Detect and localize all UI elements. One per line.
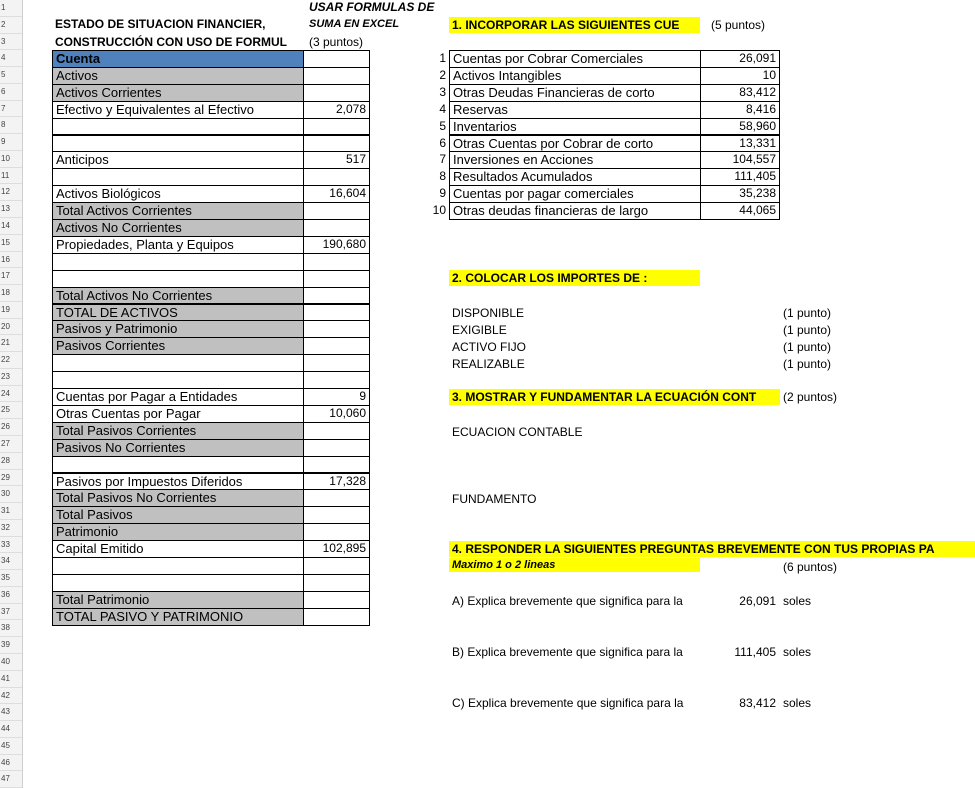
question-amount: 111,405	[734, 645, 776, 659]
account-name-cell[interactable]: Inventarios	[449, 118, 701, 136]
balance-account-cell[interactable]: Pasivos por Impuestos Diferidos	[52, 473, 304, 491]
account-value-cell[interactable]: 8,416	[700, 101, 780, 119]
row-number: 26	[0, 419, 22, 436]
balance-value-cell[interactable]	[303, 557, 370, 575]
row-number: 4	[0, 50, 22, 67]
importe-points: (1 punto)	[783, 357, 832, 371]
row-number: 13	[0, 201, 22, 218]
balance-value-cell[interactable]	[303, 287, 370, 305]
row-number: 20	[0, 319, 22, 336]
balance-account-cell[interactable]: Cuentas por Pagar a Entidades	[52, 388, 304, 406]
balance-account-cell[interactable]	[52, 371, 304, 389]
section2-title: 2. COLOCAR LOS IMPORTES DE :	[449, 270, 700, 286]
fundamento-label: FUNDAMENTO	[452, 492, 537, 506]
row-number: 42	[0, 688, 22, 705]
account-index: 7	[439, 152, 446, 167]
section4-subtitle: Maximo 1 o 2 lineas	[449, 558, 700, 572]
balance-value-cell[interactable]	[303, 118, 370, 136]
question-unit: soles	[783, 696, 812, 710]
construccion-points: (3 puntos)	[309, 35, 364, 49]
row-number: 9	[0, 134, 22, 151]
row-number: 38	[0, 620, 22, 637]
balance-account-cell[interactable]: Otras Cuentas por Pagar	[52, 405, 304, 423]
balance-value-cell[interactable]	[303, 591, 370, 609]
balance-value-cell[interactable]	[303, 574, 370, 592]
importe-label: EXIGIBLE	[452, 323, 507, 337]
balance-value-cell[interactable]	[303, 219, 370, 237]
balance-account-cell[interactable]	[52, 557, 304, 575]
row-number: 16	[0, 252, 22, 269]
balance-value-cell[interactable]	[303, 135, 370, 153]
balance-account-cell[interactable]	[52, 168, 304, 186]
row-number: 28	[0, 453, 22, 470]
balance-account-cell[interactable]	[52, 456, 304, 474]
balance-value-cell[interactable]	[303, 84, 370, 102]
question-unit: soles	[783, 594, 812, 608]
row-number: 6	[0, 84, 22, 101]
account-index: 9	[439, 186, 446, 201]
balance-account-cell[interactable]: Patrimonio	[52, 523, 304, 541]
balance-value-cell[interactable]	[303, 270, 370, 288]
balance-account-cell[interactable]	[52, 574, 304, 592]
balance-account-cell[interactable]	[52, 135, 304, 153]
balance-account-cell[interactable]: Total Patrimonio	[52, 591, 304, 609]
estado-title: ESTADO DE SITUACION FINANCIER,	[55, 17, 266, 31]
row-number: 34	[0, 553, 22, 570]
balance-value-cell[interactable]: 102,895	[303, 540, 370, 558]
account-index: 6	[439, 135, 446, 150]
balance-account-cell[interactable]	[52, 118, 304, 136]
balance-value-cell[interactable]	[303, 439, 370, 457]
section4-title: 4. RESPONDER LA SIGUIENTES PREGUNTAS BREVEMENTE CON TUS PROPIAS PA	[449, 541, 975, 557]
ecuacion-contable-label: ECUACION CONTABLE	[452, 425, 583, 439]
row-number: 7	[0, 101, 22, 118]
row-number: 41	[0, 671, 22, 688]
account-value-cell[interactable]: 13,331	[700, 135, 780, 153]
row-number: 29	[0, 470, 22, 487]
importe-label: ACTIVO FIJO	[452, 340, 527, 354]
importe-label: REALIZABLE	[452, 357, 525, 371]
row-number: 35	[0, 570, 22, 587]
balance-account-cell[interactable]: Total Pasivos Corrientes	[52, 422, 304, 440]
row-number: 33	[0, 537, 22, 554]
account-name-cell[interactable]: Cuentas por pagar comerciales	[449, 185, 701, 203]
account-name-cell[interactable]: Otras Deudas Financieras de corto	[449, 84, 701, 102]
balance-value-cell[interactable]	[303, 523, 370, 541]
balance-account-cell[interactable]	[52, 270, 304, 288]
account-name-cell[interactable]: Otras Cuentas por Cobrar de corto	[449, 135, 701, 153]
importe-points: (1 punto)	[783, 323, 832, 337]
account-name-cell[interactable]: Activos Intangibles	[449, 67, 701, 85]
account-index: 3	[439, 84, 446, 99]
account-name-cell[interactable]: Inversiones en Acciones	[449, 151, 701, 169]
row-number: 17	[0, 268, 22, 285]
row-number: 11	[0, 168, 22, 185]
question-amount: 26,091	[739, 594, 776, 608]
balance-value-cell[interactable]: 190,680	[303, 236, 370, 254]
question-text: A) Explica brevemente que significa para la	[452, 594, 683, 608]
balance-account-cell[interactable]: Total Pasivos	[52, 506, 304, 524]
account-value-cell[interactable]: 35,238	[700, 185, 780, 203]
question-text: C) Explica brevemente que significa para la	[452, 696, 684, 710]
account-name-cell[interactable]: Reservas	[449, 101, 701, 119]
row-number: 15	[0, 235, 22, 252]
balance-value-cell[interactable]	[303, 422, 370, 440]
account-index: 1	[439, 51, 446, 65]
suma-excel-note: SUMA EN EXCEL	[309, 18, 400, 30]
balance-account-cell[interactable]: Total Activos Corrientes	[52, 202, 304, 220]
account-name-cell[interactable]: Resultados Acumulados	[449, 168, 701, 186]
row-number: 40	[0, 654, 22, 671]
balance-value-cell[interactable]	[303, 456, 370, 474]
balance-value-cell[interactable]: 9	[303, 388, 370, 406]
section4-points: (6 puntos)	[783, 560, 838, 574]
account-value-cell[interactable]: 26,091	[700, 50, 780, 68]
balance-value-cell[interactable]	[303, 489, 370, 507]
row-number: 24	[0, 386, 22, 403]
account-value-cell[interactable]: 58,960	[700, 118, 780, 136]
row-number: 8	[0, 117, 22, 134]
balance-account-cell[interactable]: Activos	[52, 67, 304, 85]
balance-account-cell[interactable]: Cuenta	[52, 50, 304, 68]
balance-value-cell[interactable]	[303, 202, 370, 220]
balance-value-cell[interactable]: 517	[303, 151, 370, 169]
construccion-title: CONSTRUCCIÓN CON USO DE FORMUL	[55, 35, 287, 49]
account-value-cell[interactable]: 83,412	[700, 84, 780, 102]
section1-title: 1. INCORPORAR LAS SIGUIENTES CUE	[449, 17, 700, 33]
row-number: 22	[0, 352, 22, 369]
balance-account-cell[interactable]	[52, 253, 304, 271]
row-number: 1	[0, 0, 22, 17]
balance-value-cell[interactable]	[303, 67, 370, 85]
balance-value-cell[interactable]	[303, 320, 370, 338]
section3-title: 3. MOSTRAR Y FUNDAMENTAR LA ECUACIÓN CONT	[449, 389, 780, 405]
balance-value-cell[interactable]: 17,328	[303, 473, 370, 491]
balance-account-cell[interactable]: Activos No Corrientes	[52, 219, 304, 237]
balance-account-cell[interactable]: TOTAL PASIVO Y PATRIMONIO	[52, 608, 304, 626]
balance-value-cell[interactable]	[303, 371, 370, 389]
balance-account-cell[interactable]: Pasivos Corrientes	[52, 337, 304, 355]
row-number: 5	[0, 67, 22, 84]
account-value-cell[interactable]: 111,405	[700, 168, 780, 186]
row-number: 14	[0, 218, 22, 235]
account-index: 8	[439, 169, 446, 184]
balance-account-cell[interactable]: Pasivos No Corrientes	[52, 439, 304, 457]
account-index: 2	[439, 67, 446, 82]
balance-account-cell[interactable]: Activos Corrientes	[52, 84, 304, 102]
balance-value-cell[interactable]	[303, 168, 370, 186]
row-number: 3	[0, 34, 22, 51]
section1-points: (5 puntos)	[711, 18, 766, 32]
balance-value-cell[interactable]: 2,078	[303, 101, 370, 119]
row-number: 36	[0, 587, 22, 604]
question-text: B) Explica brevemente que significa para la	[452, 645, 683, 659]
row-header-column	[0, 0, 23, 788]
account-name-cell[interactable]: Otras deudas financieras de largo	[449, 202, 701, 220]
balance-value-cell[interactable]	[303, 506, 370, 524]
balance-value-cell[interactable]	[303, 608, 370, 626]
account-name-cell[interactable]: Cuentas por Cobrar Comerciales	[449, 50, 701, 68]
row-number: 32	[0, 520, 22, 537]
section3-points: (2 puntos)	[783, 390, 838, 404]
balance-account-cell[interactable]: Efectivo y Equivalentes al Efectivo	[52, 101, 304, 119]
row-number: 18	[0, 285, 22, 302]
balance-account-cell[interactable]: Capital Emitido	[52, 540, 304, 558]
row-number: 44	[0, 721, 22, 738]
balance-account-cell[interactable]: Activos Biológicos	[52, 185, 304, 203]
balance-value-cell[interactable]	[303, 50, 370, 68]
balance-value-cell[interactable]: 10,060	[303, 405, 370, 423]
row-number: 37	[0, 604, 22, 621]
importe-label: DISPONIBLE	[452, 306, 525, 320]
account-value-cell[interactable]: 104,557	[700, 151, 780, 169]
balance-value-cell[interactable]	[303, 253, 370, 271]
row-number: 10	[0, 151, 22, 168]
balance-account-cell[interactable]: Pasivos y Patrimonio	[52, 320, 304, 338]
row-number: 30	[0, 486, 22, 503]
row-number: 27	[0, 436, 22, 453]
importe-points: (1 punto)	[783, 306, 832, 320]
row-number: 12	[0, 184, 22, 201]
row-number: 45	[0, 738, 22, 755]
importe-points: (1 punto)	[783, 340, 832, 354]
row-number: 39	[0, 637, 22, 654]
account-index: 4	[439, 101, 446, 116]
account-value-cell[interactable]: 10	[700, 67, 780, 85]
question-unit: soles	[783, 645, 812, 659]
account-index: 5	[439, 118, 446, 133]
balance-account-cell[interactable]: Total Activos No Corrientes	[52, 287, 304, 305]
row-number: 31	[0, 503, 22, 520]
balance-value-cell[interactable]	[303, 337, 370, 355]
row-number: 25	[0, 402, 22, 419]
balance-account-cell[interactable]	[52, 354, 304, 372]
row-number: 23	[0, 369, 22, 386]
usar-formulas-note: USAR FORMULAS DE	[309, 0, 435, 14]
row-number: 2	[0, 17, 22, 34]
balance-account-cell[interactable]: Total Pasivos No Corrientes	[52, 489, 304, 507]
balance-value-cell[interactable]	[303, 354, 370, 372]
balance-account-cell[interactable]: Anticipos	[52, 151, 304, 169]
row-number: 46	[0, 755, 22, 772]
row-number: 47	[0, 771, 22, 788]
row-number: 19	[0, 302, 22, 319]
balance-account-cell[interactable]: Propiedades, Planta y Equipos	[52, 236, 304, 254]
balance-account-cell[interactable]: TOTAL DE ACTIVOS	[52, 304, 304, 322]
balance-value-cell[interactable]: 16,604	[303, 185, 370, 203]
row-number: 43	[0, 704, 22, 721]
row-number: 21	[0, 335, 22, 352]
account-index: 10	[432, 203, 446, 218]
balance-value-cell[interactable]	[303, 304, 370, 322]
question-amount: 83,412	[739, 696, 776, 710]
account-value-cell[interactable]: 44,065	[700, 202, 780, 220]
